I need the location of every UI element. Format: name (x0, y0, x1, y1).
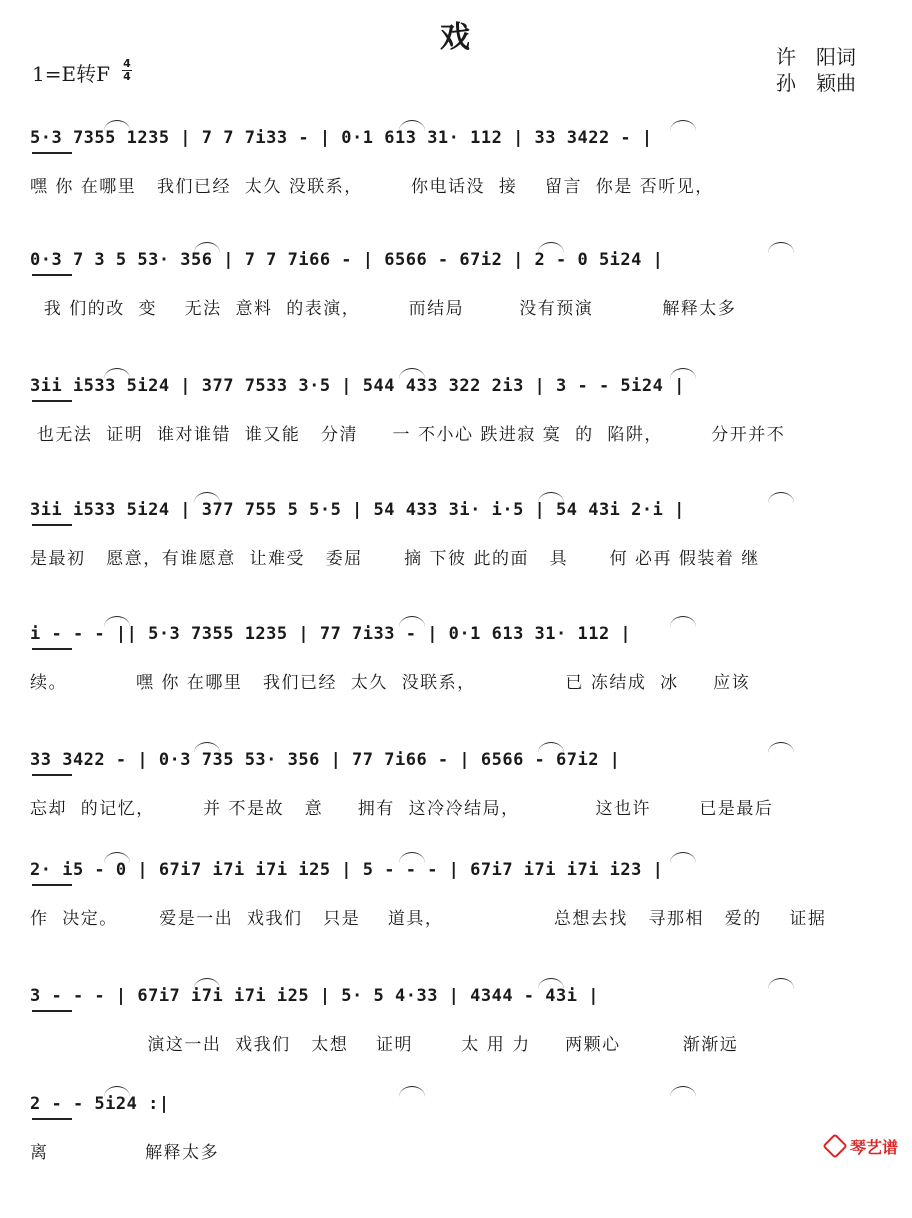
system-1 (0, 128, 912, 252)
system-8 (0, 986, 912, 1110)
lyrics-line: 演这一出 戏我们 太想 证明 太 用 力 两颗心 渐渐远 (30, 1035, 739, 1055)
lyrics-line: 是最初 愿意，有谁愿意 让难受 委屈 摘 下彼 此的面 具 何 必再 假装着 继 (30, 549, 760, 569)
time-signature-bottom: 4 (123, 70, 131, 83)
lyrics-line: 作 决定。 爱是一出 戏我们 只是 道具， 总想去找 寻那相 爱的 证据 (30, 909, 827, 929)
lyrics-line: 也无法 证明 谁对谁错 谁又能 分清 一 不小心 跌进寂 寞 的 陷阱， 分开并不 (30, 425, 786, 445)
credits (776, 44, 856, 96)
beam-underline (32, 274, 72, 276)
system-3 (0, 376, 912, 500)
system-4 (0, 500, 912, 624)
beam-underline (32, 648, 72, 650)
slur-mark (399, 120, 425, 131)
notation-line: 33 3422 - | 0·3 735 53· 356 | 77 7i66 - | 6566 - 67i2 | (30, 750, 621, 770)
slur-mark (104, 120, 130, 131)
composer: 孙 颖曲 (776, 71, 856, 95)
notation-line: 5·3 7355 1235 | 7 7 7i33 - | 0·1 613 31· 112 | 33 3422 - | (30, 128, 653, 148)
beam-underline (32, 1010, 72, 1012)
beam-underline (32, 774, 72, 776)
logo-icon (822, 1133, 847, 1158)
system-7 (0, 860, 912, 984)
system-9 (0, 1094, 912, 1218)
beam-underline (32, 524, 72, 526)
page-title: 戏 (440, 20, 472, 55)
watermark-logo (826, 1135, 898, 1158)
system-5 (0, 624, 912, 748)
slur-mark (670, 120, 696, 131)
notation-line: 2· i5 - 0 | 67i7 i7i i7i i25 | 5 - - - | 67i7 i7i i7i i23 | (30, 860, 664, 880)
lyrics-line: 续。 嘿 你 在哪里 我们已经 太久 没联系， 已 冻结成 冰 应该 (30, 673, 751, 693)
lyrics-line: 我 们的改 变 无法 意料 的表演， 而结局 没有预演 解释太多 (30, 299, 737, 319)
notation-line: 0·3 7 3 5 53· 356 | 7 7 7i66 - | 6566 - 67i2 | 2 - 0 5i24 | (30, 250, 664, 270)
beam-underline (32, 1118, 72, 1120)
beam-underline (32, 884, 72, 886)
lyrics-line: 忘却 的记忆， 并 不是故 意 拥有 这冷冷结局， 这也许 已是最后 (30, 799, 774, 819)
notation-line: 3ii i533 5i24 | 377 755 5 5·5 | 54 433 3i· i·5 | 54 43i 2·i | (30, 500, 685, 520)
notation-line: i - - - || 5·3 7355 1235 | 77 7i33 - | 0·1 613 31· 112 | (30, 624, 632, 644)
time-signature-top: 4 (123, 57, 131, 70)
lyrics-line: 嘿 你 在哪里 我们已经 太久 没联系， 你电话没 接 留言 你是 否听见， (30, 177, 714, 197)
time-signature (121, 58, 133, 83)
system-2 (0, 250, 912, 374)
notation-line: 3 - - - | 67i7 i7i i7i i25 | 5· 5 4·33 | 4344 - 43i | (30, 986, 599, 1006)
beam-underline (32, 152, 72, 154)
system-6 (0, 750, 912, 874)
lyrics-line: 离 解释太多 (30, 1143, 220, 1163)
notation-line: 3ii i533 5i24 | 377 7533 3·5 | 544 433 322 2i3 | 3 - - 5i24 | (30, 376, 685, 396)
watermark-text: 琴艺谱 (849, 1138, 898, 1157)
notation-line: 2 - - 5i24 :| (30, 1094, 170, 1114)
lyricist: 许 阳词 (776, 45, 856, 69)
key-signature: 1=E转F (32, 62, 110, 86)
beam-underline (32, 400, 72, 402)
